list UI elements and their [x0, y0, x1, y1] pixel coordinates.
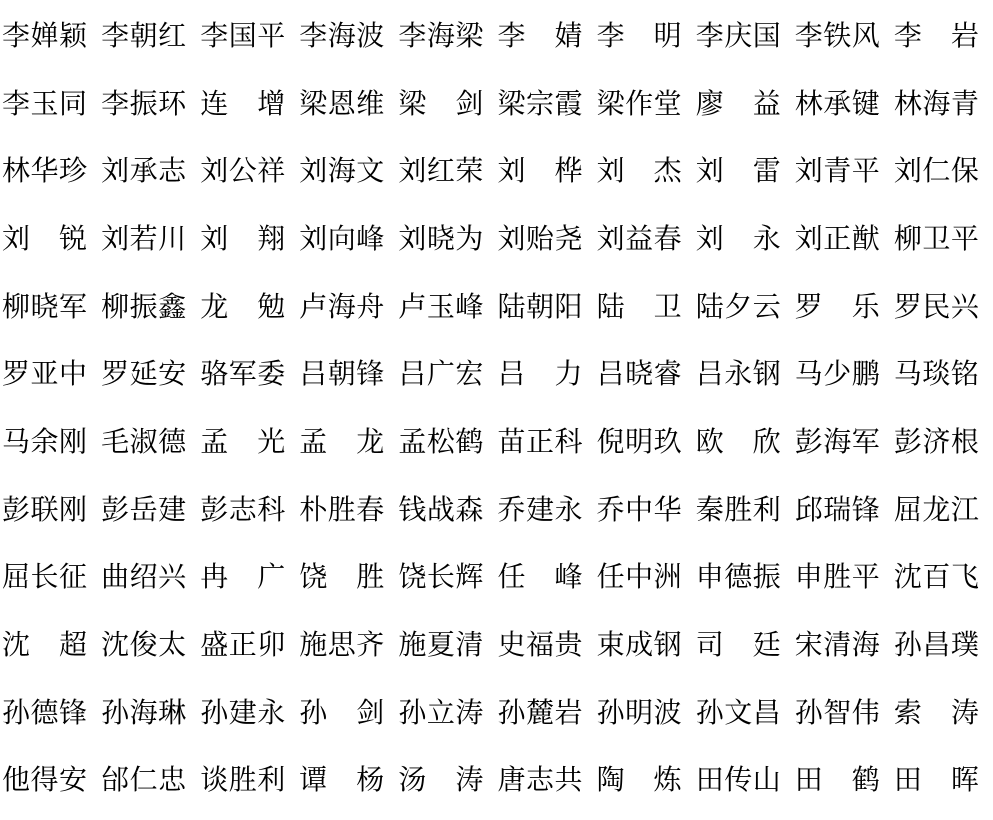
name-cell: 刘公祥: [200, 155, 286, 187]
name-cell: 谈胜利: [200, 764, 286, 796]
name-cell: 梁 剑: [398, 87, 484, 119]
name-cell: 任 峰: [497, 561, 583, 593]
name-cell: 罗 乐: [794, 290, 881, 322]
name-cell: 林海青: [893, 87, 980, 119]
name-row: [0, 205, 993, 273]
name-cell: 吕广宏: [398, 358, 484, 390]
name-cell: 孙立涛: [398, 696, 484, 728]
name-cell: 吕晓睿: [596, 358, 683, 390]
name-cell: 宋清海: [794, 628, 881, 660]
name-cell: 连 增: [200, 87, 286, 119]
name-row: [0, 340, 993, 408]
name-cell: 卢海舟: [299, 290, 385, 322]
name-row: [0, 408, 993, 476]
name-cell: 田 鹤: [794, 764, 881, 796]
name-cell: 申德振: [695, 561, 782, 593]
name-cell: 倪明玖: [596, 425, 683, 457]
name-cell: 马少鹏: [794, 358, 881, 390]
name-cell: 施夏清: [398, 628, 484, 660]
name-cell: 司 廷: [695, 628, 782, 660]
name-cell: 孙德锋: [2, 696, 88, 728]
name-row: [0, 543, 993, 611]
name-cell: 沈俊太: [101, 628, 187, 660]
name-cell: 沈百飞: [893, 561, 980, 593]
name-cell: 罗延安: [101, 358, 187, 390]
name-cell: 刘红荣: [398, 155, 484, 187]
name-cell: 刘向峰: [299, 222, 385, 254]
name-cell: 刘晓为: [398, 222, 484, 254]
name-cell: 邰仁忠: [101, 764, 187, 796]
name-cell: 刘正猷: [794, 222, 881, 254]
name-cell: 刘仁保: [893, 155, 980, 187]
name-cell: 秦胜利: [695, 493, 782, 525]
name-cell: 邱瑞锋: [794, 493, 881, 525]
name-cell: 刘 桦: [497, 155, 583, 187]
name-cell: 孟松鹤: [398, 425, 484, 457]
name-cell: 冉 广: [200, 561, 286, 593]
name-cell: 彭岳建: [101, 493, 187, 525]
name-cell: 孙麓岩: [497, 696, 583, 728]
name-row: [0, 679, 993, 747]
name-cell: 罗民兴: [893, 290, 980, 322]
name-cell: 李玉同: [2, 87, 88, 119]
name-cell: 刘承志: [101, 155, 187, 187]
name-cell: 骆军委: [200, 358, 286, 390]
name-cell: 刘青平: [794, 155, 881, 187]
name-cell: 李庆国: [695, 19, 782, 51]
name-cell: 柳振鑫: [101, 290, 187, 322]
name-row: [0, 70, 993, 138]
name-cell: 孙明波: [596, 696, 683, 728]
name-cell: 孙 剑: [299, 696, 385, 728]
name-cell: 廖 益: [695, 87, 782, 119]
name-row: [0, 273, 993, 341]
name-cell: 孙建永: [200, 696, 286, 728]
name-cell: 彭志科: [200, 493, 286, 525]
name-cell: 刘 锐: [2, 222, 88, 254]
name-row: [0, 2, 993, 70]
name-cell: 孙昌璞: [893, 628, 980, 660]
name-cell: 沈 超: [2, 628, 88, 660]
name-cell: 盛正卯: [200, 628, 286, 660]
name-cell: 屈长征: [2, 561, 88, 593]
name-cell: 马余刚: [2, 425, 88, 457]
name-cell: 刘若川: [101, 222, 187, 254]
name-row: [0, 476, 993, 544]
name-cell: 束成钢: [596, 628, 683, 660]
name-cell: 李海梁: [398, 19, 484, 51]
name-cell: 苗正科: [497, 425, 583, 457]
name-cell: 乔建永: [497, 493, 583, 525]
name-cell: 曲绍兴: [101, 561, 187, 593]
name-row: [0, 137, 993, 205]
name-cell: 林承键: [794, 87, 881, 119]
name-cell: 梁宗霞: [497, 87, 583, 119]
name-cell: 陆 卫: [596, 290, 683, 322]
name-cell: 孟 龙: [299, 425, 385, 457]
name-cell: 饶 胜: [299, 561, 385, 593]
name-cell: 申胜平: [794, 561, 881, 593]
name-cell: 李朝红: [101, 19, 187, 51]
name-cell: 李国平: [200, 19, 286, 51]
name-cell: 孟 光: [200, 425, 286, 457]
name-cell: 陆夕云: [695, 290, 782, 322]
name-cell: 卢玉峰: [398, 290, 484, 322]
name-cell: 乔中华: [596, 493, 683, 525]
name-cell: 彭联刚: [2, 493, 88, 525]
name-cell: 李铁风: [794, 19, 881, 51]
name-cell: 吕朝锋: [299, 358, 385, 390]
name-cell: 孙文昌: [695, 696, 782, 728]
name-cell: 龙 勉: [200, 290, 286, 322]
name-cell: 马琰铭: [893, 358, 980, 390]
name-cell: 李振环: [101, 87, 187, 119]
name-row: [0, 746, 993, 814]
name-cell: 饶长辉: [398, 561, 484, 593]
name-cell: 李 明: [596, 19, 683, 51]
name-cell: 刘海文: [299, 155, 385, 187]
name-cell: 施思齐: [299, 628, 385, 660]
name-cell: 他得安: [2, 764, 88, 796]
name-cell: 田 晖: [893, 764, 980, 796]
name-cell: 刘贻尧: [497, 222, 583, 254]
name-cell: 汤 涛: [398, 764, 484, 796]
name-cell: 彭济根: [893, 425, 980, 457]
name-cell: 李 婧: [497, 19, 583, 51]
name-cell: 柳晓军: [2, 290, 88, 322]
name-cell: 唐志共: [497, 764, 583, 796]
name-cell: 柳卫平: [893, 222, 980, 254]
name-cell: 梁作堂: [596, 87, 683, 119]
name-cell: 田传山: [695, 764, 782, 796]
name-cell: 李 岩: [893, 19, 980, 51]
name-cell: 彭海军: [794, 425, 881, 457]
name-cell: 刘 雷: [695, 155, 782, 187]
name-cell: 任中洲: [596, 561, 683, 593]
name-cell: 李海波: [299, 19, 385, 51]
name-cell: 欧 欣: [695, 425, 782, 457]
name-row: [0, 611, 993, 679]
name-cell: 孙海琳: [101, 696, 187, 728]
name-cell: 孙智伟: [794, 696, 881, 728]
name-cell: 吕 力: [497, 358, 583, 390]
name-cell: 吕永钢: [695, 358, 782, 390]
name-cell: 屈龙江: [893, 493, 980, 525]
name-cell: 刘 永: [695, 222, 782, 254]
name-cell: 梁恩维: [299, 87, 385, 119]
name-cell: 刘 翔: [200, 222, 286, 254]
name-cell: 陆朝阳: [497, 290, 583, 322]
name-cell: 刘益春: [596, 222, 683, 254]
name-cell: 谭 杨: [299, 764, 385, 796]
name-cell: 史福贵: [497, 628, 583, 660]
name-cell: 陶 炼: [596, 764, 683, 796]
name-cell: 李婵颖: [2, 19, 88, 51]
name-cell: 刘 杰: [596, 155, 683, 187]
name-cell: 毛淑德: [101, 425, 187, 457]
name-cell: 朴胜春: [299, 493, 385, 525]
name-cell: 索 涛: [893, 696, 980, 728]
name-cell: 罗亚中: [2, 358, 88, 390]
name-cell: 钱战森: [398, 493, 484, 525]
name-cell: 林华珍: [2, 155, 88, 187]
